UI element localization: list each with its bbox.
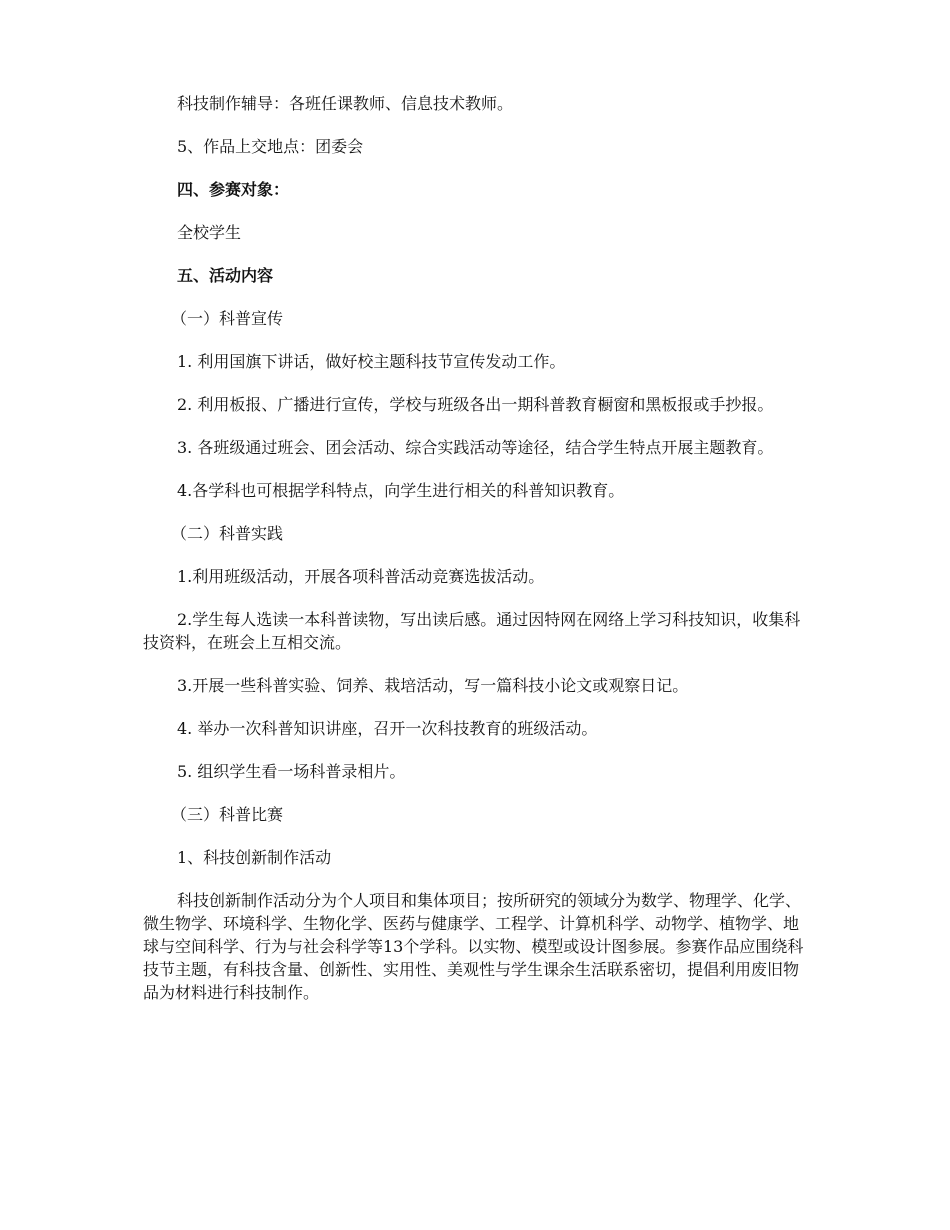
list-item-publicity-1: 1. 利用国旗下讲话，做好校主题科技节宣传发动工作。 bbox=[177, 352, 566, 371]
section-heading-participants: 四、参赛对象： bbox=[177, 180, 290, 199]
document-body bbox=[143, 92, 813, 1004]
list-item-practice-3: 3.开展一些科普实验、饲养、栽培活动，写一篇科技小论文或观察日记。 bbox=[177, 676, 689, 695]
list-item-publicity-4: 4.各学科也可根据学科特点，向学生进行相关的科普知识教育。 bbox=[177, 481, 625, 500]
subsection-heading-publicity: （一）科普宣传 bbox=[171, 309, 284, 328]
paragraph-tutors: 科技制作辅导：各班任课教师、信息技术教师。 bbox=[177, 94, 514, 113]
list-item-practice-2: 2.学生每人选读一本科普读物，写出读后感。通过因特网在网络上学习科技知识，收集科技资料，在班会上互相交流。 bbox=[143, 610, 801, 652]
list-item-practice-4: 4. 举办一次科普知识讲座，召开一次科技教育的班级活动。 bbox=[177, 719, 598, 738]
list-item-publicity-2: 2. 利用板报、广播进行宣传，学校与班级各出一期科普教育橱窗和黑板报或手抄报。 bbox=[177, 395, 774, 414]
list-item-practice-5: 5. 组织学生看一场科普录相片。 bbox=[177, 762, 406, 781]
list-item-practice-1: 1.利用班级活动，开展各项科普活动竞赛选拔活动。 bbox=[177, 567, 545, 586]
list-item-competition-1: 1、科技创新制作活动 bbox=[177, 848, 332, 867]
section-heading-activities: 五、活动内容 bbox=[177, 266, 274, 285]
paragraph-submission-location: 5、作品上交地点：团委会 bbox=[177, 137, 364, 156]
subsection-heading-competition: （三）科普比赛 bbox=[171, 805, 284, 824]
paragraph-participants: 全校学生 bbox=[177, 223, 242, 242]
subsection-heading-practice: （二）科普实践 bbox=[171, 524, 284, 543]
list-item-publicity-3: 3. 各班级通过班会、团会活动、综合实践活动等途径，结合学生特点开展主题教育。 bbox=[177, 438, 774, 457]
paragraph-innovation-description: 科技创新制作活动分为个人项目和集体项目；按所研究的领域分为数学、物理学、化学、微生物学、环境科学、生物化学、医药与健康学、工程学、计算机科学、动物学、植物学、地球与空间科学、行为与社会科学等13个学科。以实物、模型或设计图参展。参赛作品应围绕科技节主题，有科技含量、创新性、实用性、美观性与学生课余生活联系密切，提倡利用废旧物品为材料进行科技制作。 bbox=[143, 891, 804, 1002]
